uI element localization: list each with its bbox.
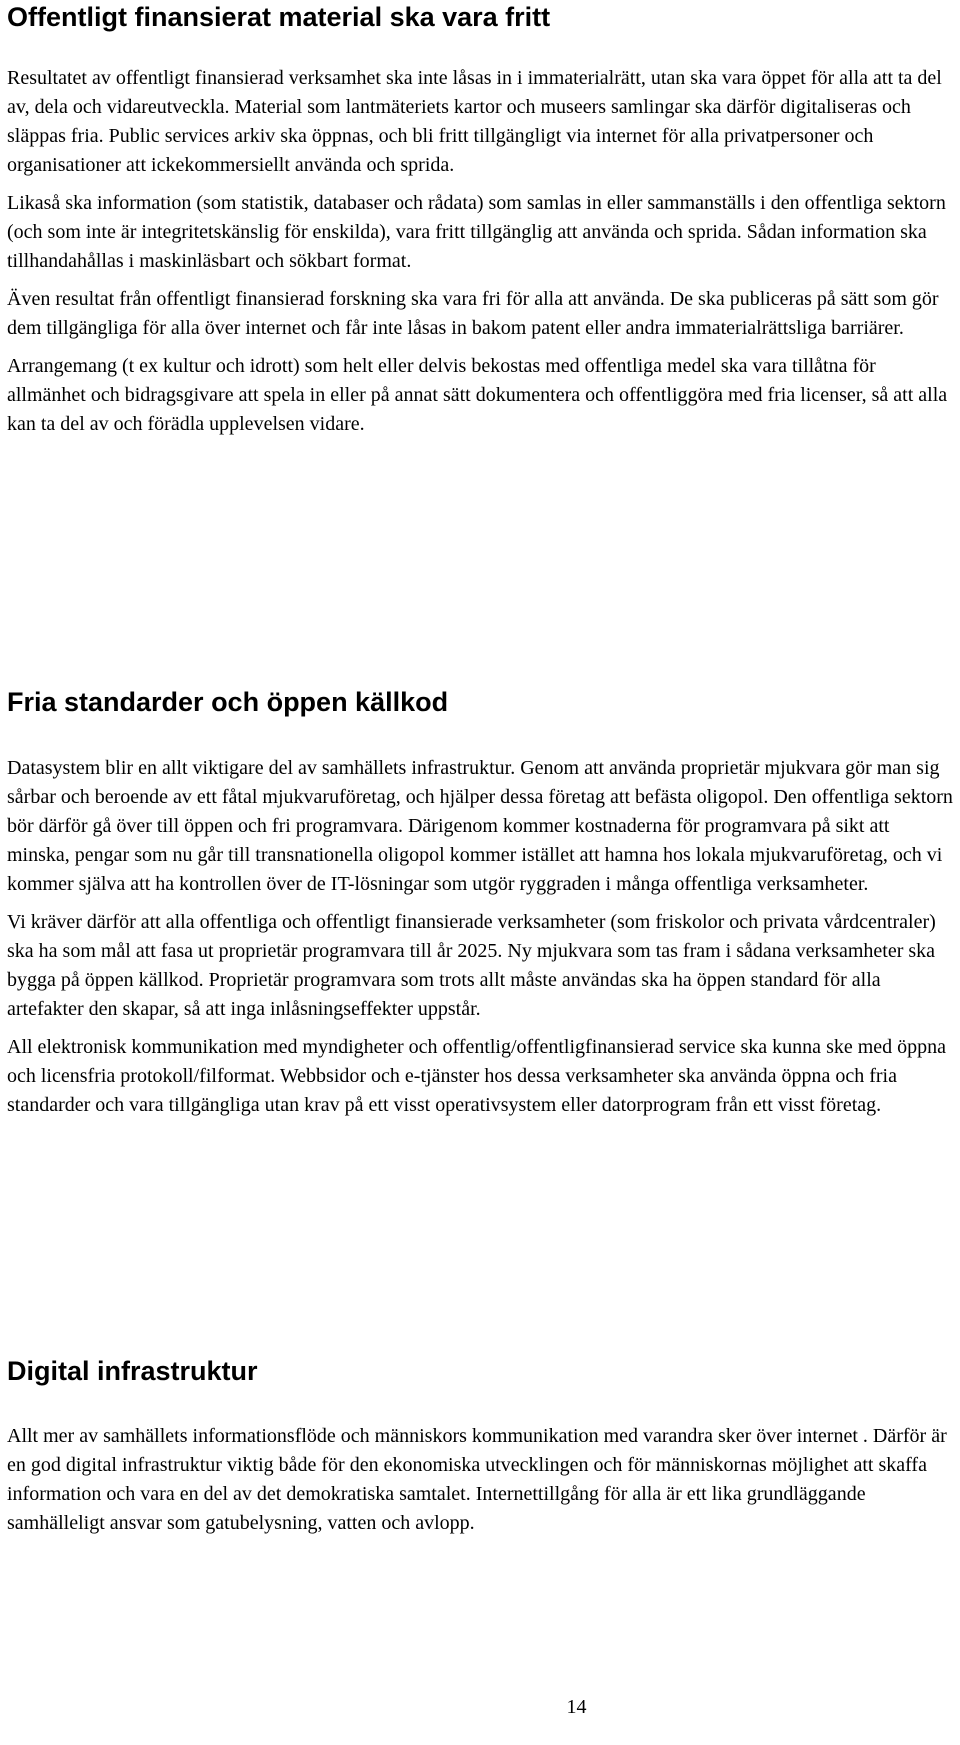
section-heading-digital-infrastructure: Digital infrastruktur bbox=[7, 1356, 258, 1386]
section-body-open-material bbox=[7, 64, 955, 439]
section-heading-open-material: Offentligt finansierat material ska vara fritt bbox=[7, 2, 551, 32]
paragraph: Likaså ska information (som statistik, databaser och rådata) som samlas in eller sammanställs i den offentliga sektorn (och som inte är integritetskänslig för enskilda), vara fritt tillgänglig att använda och sprida. Sådan information ska tillhandahållas i maskinläsbart och sökbart format. bbox=[7, 192, 946, 272]
paragraph: Arrangemang (t ex kultur och idrott) som helt eller delvis bekostas med offentliga medel ska vara tillåtna för allmänhet och bidragsgivare att spela in eller på annat sätt dokumentera och offentliggöra med fria licenser, så att alla kan ta del av och förädla upplevelsen vidare. bbox=[7, 355, 948, 435]
paragraph: Datasystem blir en allt viktigare del av samhällets infrastruktur. Genom att använda proprietär mjukvara gör man sig sårbar och beroende av ett fåtal mjukvaruföretag, och hjälper dessa företag att befästa oligopol. Den offentliga sektorn bör därför gå över till öppen och fri programvara. Därigenom kommer kostnaderna för programvara på sikt att minska, pengar som nu går till transnationella oligopol kommer istället att hamna hos lokala mjukvaruföretag, och vi kommer själva att ha kontrollen över de IT-lösningar som utgör ryggraden i många offentliga verksamheter. bbox=[7, 757, 953, 895]
page-number: 14 bbox=[566, 1696, 587, 1718]
paragraph: Vi kräver därför att alla offentliga och offentligt finansierade verksamheter (som friskolor och privata vårdcentraler) ska ha som mål att fasa ut proprietär programvara till år 2025. Ny mjukvara som tas fram i sådana verksamheter ska bygga på öppen källkod. Proprietär programvara som trots allt måste användas ska ha öppen standard för alla artefakter den skapar, så att inga inlåsningseffekter uppstår. bbox=[7, 911, 936, 1020]
paragraph: Även resultat från offentligt finansierad forskning ska vara fri för alla att använda. De ska publiceras på sätt som gör dem tillgängliga för alla över internet och får inte låsas in bakom patent eller andra immaterialrättsliga barriärer. bbox=[7, 288, 939, 339]
section-body-open-standards bbox=[7, 754, 955, 1120]
section-body-digital-infrastructure bbox=[7, 1422, 955, 1538]
paragraph: All elektronisk kommunikation med myndigheter och offentlig/offentligfinansierad service ska kunna ske med öppna och licensfria protokoll/filformat. Webbsidor och e-tjänster hos dessa verksamheter ska använda öppna och fria standarder och vara tillgängliga utan krav på ett visst operativsystem eller datorprogram från ett visst företag. bbox=[7, 1036, 947, 1116]
paragraph: Allt mer av samhällets informationsflöde och människors kommunikation med varandra sker över internet . Därför är en god digital infrastruktur viktig både för den ekonomiska utvecklingen och för människornas möjlighet att skaffa information och vara en del av det demokratiska samtalet. Internettillgång för alla är ett lika grundläggande samhälleligt ansvar som gatubelysning, vatten och avlopp. bbox=[7, 1425, 947, 1534]
paragraph: Resultatet av offentligt finansierad verksamhet ska inte låsas in i immaterialrätt, utan ska vara öppet för alla att ta del av, dela och vidareutveckla. Material som lantmäteriets kartor och museers samlingar ska därför digitaliseras och släppas fria. Public services arkiv ska öppnas, och bli fritt tillgängligt via internet för alla privatpersoner och organisationer att ickekommersiellt använda och sprida. bbox=[7, 67, 942, 176]
section-heading-open-standards: Fria standarder och öppen källkod bbox=[7, 687, 449, 717]
